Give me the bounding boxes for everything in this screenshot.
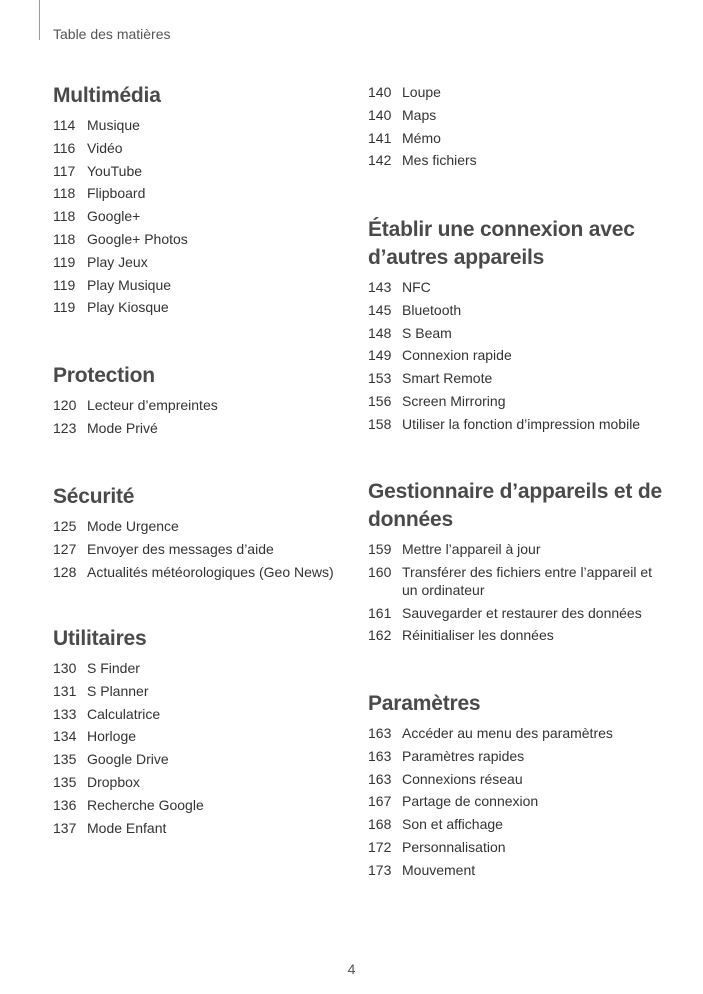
toc-section	[368, 690, 668, 884]
toc-entry-label: S Beam	[402, 324, 452, 341]
toc-entry[interactable]	[368, 838, 668, 856]
toc-entry-page: 119	[53, 253, 76, 270]
toc-entry-label: Mes fichiers	[402, 152, 477, 169]
entry-list	[368, 278, 668, 433]
toc-entry[interactable]	[53, 396, 353, 414]
toc-entry-label: Paramètres rapides	[402, 747, 525, 764]
toc-entry-page: 120	[53, 397, 77, 413]
toc-entry[interactable]	[53, 796, 353, 814]
toc-entry-page: 118	[53, 230, 76, 247]
header-divider	[39, 0, 40, 40]
toc-entry[interactable]	[53, 727, 353, 745]
toc-entry-label: Connexion rapide	[402, 347, 512, 364]
toc-entry-page: 145	[368, 301, 392, 318]
toc-entry-page: 137	[53, 819, 77, 836]
toc-entry-page: 163	[368, 747, 392, 764]
toc-entry[interactable]	[368, 346, 668, 364]
toc-entry-label: Google+ Photos	[87, 230, 188, 247]
toc-entry-page: 135	[53, 751, 77, 768]
toc-entry[interactable]	[368, 83, 668, 101]
toc-entry-label: Utiliser la fonction d’impression mobile	[402, 415, 641, 432]
toc-entry-page: 173	[368, 861, 392, 878]
toc-entry[interactable]	[368, 540, 668, 558]
section-title: Paramètres	[368, 692, 481, 715]
toc-entry[interactable]	[368, 604, 668, 622]
toc-entry-page: 141	[368, 129, 392, 146]
toc-entry[interactable]	[53, 517, 353, 535]
entry-list	[368, 540, 668, 644]
toc-entry-label: Mode Privé	[87, 419, 158, 436]
toc-entry[interactable]	[368, 369, 668, 387]
toc-section	[53, 483, 353, 585]
toc-entry-label: Partage de connexion	[402, 793, 539, 810]
toc-entry[interactable]	[368, 392, 668, 410]
toc-entry-label: Son et affichage	[402, 816, 503, 833]
toc-entry-page: 125	[53, 518, 77, 534]
toc-entry-page: 160	[368, 563, 392, 580]
toc-entry-label: Calculatrice	[87, 705, 161, 722]
toc-entry-label: Recherche Google	[87, 796, 204, 813]
toc-entry-label: Lecteur d’empreintes	[87, 397, 218, 413]
toc-entry-page: 119	[53, 299, 76, 316]
toc-entry[interactable]	[53, 184, 353, 202]
toc-entry-page: 118	[53, 208, 76, 225]
entry-list	[53, 116, 353, 316]
toc-entry-page: 131	[53, 682, 77, 699]
toc-entry-label: S Finder	[87, 660, 140, 676]
toc-entry-page: 116	[53, 139, 76, 156]
toc-entry-label: Screen Mirroring	[402, 392, 506, 409]
toc-entry[interactable]	[368, 815, 668, 833]
toc-entry-page: 163	[368, 725, 392, 741]
toc-entry-label: Flipboard	[87, 185, 146, 202]
toc-entry[interactable]	[368, 129, 668, 147]
toc-entry-label: NFC	[402, 279, 431, 295]
toc-entry-page: 133	[53, 705, 77, 722]
toc-entry-page: 135	[53, 773, 77, 790]
toc-section	[53, 82, 353, 321]
toc-entry-label: Envoyer des messages d’aide	[87, 540, 274, 557]
toc-entry-page: 153	[368, 370, 392, 387]
toc-section	[53, 362, 353, 442]
toc-entry-page: 148	[368, 324, 392, 341]
toc-entry-page: 114	[53, 117, 76, 133]
toc-entry-page: 123	[53, 419, 77, 436]
toc-section	[368, 478, 668, 649]
toc-entry-page: 168	[368, 816, 392, 833]
toc-entry-label: Horloge	[87, 728, 137, 745]
entry-list	[53, 659, 353, 837]
entry-list	[53, 517, 353, 581]
page-header-title: Table des matières	[53, 26, 171, 42]
toc-entry-page: 163	[368, 770, 392, 787]
toc-entry-page: 158	[368, 415, 392, 432]
toc-entry-label: Mode Urgence	[87, 518, 179, 534]
toc-section	[368, 216, 668, 438]
toc-entry-label: Maps	[402, 106, 437, 123]
section-title: Sécurité	[53, 485, 135, 508]
toc-entry[interactable]	[368, 324, 668, 342]
toc-entry-page: 140	[368, 106, 392, 123]
toc-entry-label: Transférer des fichiers entre l’appareil et un ordinateur	[402, 563, 653, 598]
toc-entry-label: Mode Enfant	[87, 819, 167, 836]
toc-entry-page: 162	[368, 627, 392, 644]
toc-entry[interactable]	[368, 792, 668, 810]
entry-list	[368, 83, 668, 169]
toc-entry-label: Bluetooth	[402, 301, 462, 318]
toc-entry-page: 118	[53, 185, 76, 202]
toc-entry[interactable]	[53, 230, 353, 248]
toc-entry-label: Mouvement	[402, 861, 476, 878]
toc-entry-label: YouTube	[87, 162, 143, 179]
page-number: 4	[347, 961, 356, 977]
toc-entry[interactable]	[368, 301, 668, 319]
toc-entry-label: Loupe	[402, 84, 441, 100]
section-title: Utilitaires	[53, 627, 147, 650]
toc-entry-label: Smart Remote	[402, 370, 493, 387]
toc-entry-page: 128	[53, 563, 77, 580]
toc-entry-label: Actualités météorologiques (Geo News)	[87, 563, 334, 580]
toc-entry-page: 142	[368, 152, 392, 169]
toc-entry-label: Play Jeux	[87, 253, 148, 270]
toc-entry[interactable]	[53, 207, 353, 225]
toc-entry[interactable]	[53, 253, 353, 271]
toc-entry-page: 149	[368, 347, 392, 364]
section-title: Protection	[53, 364, 155, 387]
toc-entry-page: 136	[53, 796, 77, 813]
section-title: Multimédia	[53, 84, 161, 107]
toc-entry-page: 167	[368, 793, 392, 810]
toc-entry[interactable]	[368, 747, 668, 765]
toc-entry-page: 117	[53, 162, 76, 179]
toc-entry-label: Google+	[87, 208, 141, 225]
entry-list	[53, 396, 353, 437]
toc-entry-page: 172	[368, 838, 392, 855]
toc-entry[interactable]	[53, 819, 353, 837]
toc-entry-label: Google Drive	[87, 751, 169, 768]
toc-entry-page: 143	[368, 279, 392, 295]
toc-entry-label: Vidéo	[87, 139, 123, 156]
toc-entry-page: 127	[53, 540, 77, 557]
toc-entry-label: Musique	[87, 117, 140, 133]
toc-entry[interactable]	[368, 861, 668, 879]
toc-entry[interactable]	[53, 419, 353, 437]
toc-entry[interactable]	[53, 682, 353, 700]
toc-entry-label: Play Musique	[87, 276, 172, 293]
toc-entry[interactable]	[53, 540, 353, 558]
toc-entry-page: 159	[368, 541, 392, 557]
toc-entry-page: 161	[368, 604, 392, 621]
toc-entry[interactable]	[53, 298, 353, 316]
toc-entry-page: 156	[368, 392, 392, 409]
toc-entry-label: Dropbox	[87, 773, 140, 790]
toc-entry-label: S Planner	[87, 682, 149, 699]
entry-list	[368, 724, 668, 879]
toc-entry-page: 134	[53, 728, 77, 745]
toc-entry-label: Connexions réseau	[402, 770, 523, 787]
toc-entry[interactable]	[368, 724, 668, 742]
section-title: Établir une connexion avec d’autres appareils	[368, 218, 635, 269]
toc-entry[interactable]	[368, 106, 668, 124]
toc-entry-page: 140	[368, 84, 392, 100]
section-title: Gestionnaire d’appareils et de données	[368, 480, 662, 531]
toc-entry-label: Play Kiosque	[87, 299, 169, 316]
toc-entry[interactable]	[53, 276, 353, 294]
toc-entry-page: 119	[53, 276, 76, 293]
toc-entry[interactable]	[368, 278, 668, 296]
toc-entry[interactable]	[53, 139, 353, 157]
toc-entry[interactable]	[368, 151, 668, 169]
toc-entry-page: 130	[53, 660, 77, 676]
toc-entry-label: Mémo	[402, 129, 441, 146]
toc-entry[interactable]	[53, 563, 353, 581]
toc-entry[interactable]	[53, 659, 353, 677]
toc-entry[interactable]	[53, 116, 353, 134]
toc-entry-label: Personnalisation	[402, 838, 506, 855]
toc-entry-label: Réinitialiser les données	[402, 627, 554, 644]
toc-entry-label: Accéder au menu des paramètres	[402, 725, 613, 741]
toc-section	[368, 83, 668, 174]
toc-entry[interactable]	[368, 563, 668, 599]
toc-entry[interactable]	[53, 773, 353, 791]
toc-entry[interactable]	[368, 770, 668, 788]
toc-entry-label: Sauvegarder et restaurer des données	[402, 604, 642, 621]
toc-section	[53, 625, 353, 841]
toc-entry[interactable]	[368, 626, 668, 644]
toc-entry[interactable]	[53, 162, 353, 180]
toc-entry[interactable]	[53, 705, 353, 723]
toc-entry-label: Mettre l’appareil à jour	[402, 541, 541, 557]
toc-entry[interactable]	[368, 415, 668, 433]
toc-entry[interactable]	[53, 750, 353, 768]
